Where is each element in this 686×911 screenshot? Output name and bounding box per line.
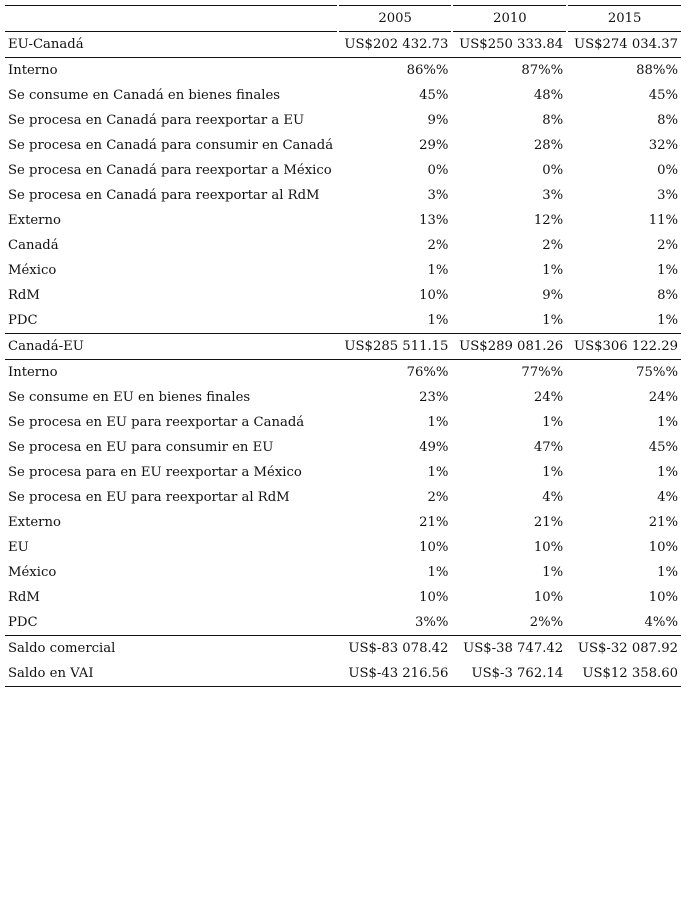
header-label: [5, 5, 337, 32]
row-value: 21%: [419, 515, 449, 530]
row-value: 4%: [657, 490, 678, 505]
row-value: 21%: [533, 515, 564, 530]
row-value: US$-83 078.42: [339, 635, 452, 661]
row-label: EU: [8, 540, 29, 555]
table-row: [5, 535, 681, 560]
table-row: [5, 435, 681, 460]
row-value: 2%: [542, 238, 564, 253]
row-value: 1%: [427, 465, 449, 480]
row-value: 1%: [427, 263, 449, 278]
row-value: 11%: [648, 213, 678, 228]
row-value: 76%%: [406, 365, 449, 380]
table-row: [5, 158, 681, 183]
row-value: 88%%: [636, 63, 678, 78]
row-value: 8%: [657, 288, 678, 303]
table-row: [5, 258, 681, 283]
row-value: 45%: [419, 88, 449, 103]
row-label: Canadá: [8, 238, 59, 253]
row-value: 49%: [419, 440, 449, 455]
row-value: 24%: [533, 390, 564, 405]
row-value: US$285 511.15: [339, 333, 452, 360]
row-label: Se procesa en Canadá para reexportar al RdM: [8, 188, 320, 203]
row-label: Se procesa en Canadá para reexportar a México: [8, 163, 332, 178]
row-label: Canadá-EU: [5, 333, 337, 360]
table-row: [5, 385, 681, 410]
row-value: 4%%: [644, 615, 678, 630]
row-label: EU-Canadá: [5, 32, 337, 58]
table-row: [5, 460, 681, 485]
row-value: US$306 122.29: [568, 333, 681, 360]
row-value: 8%: [657, 113, 678, 128]
row-value: 3%%: [415, 615, 449, 630]
row-value: US$202 432.73: [339, 32, 452, 58]
row-label: Se consume en Canadá en bienes finales: [8, 88, 281, 103]
row-value: 10%: [419, 590, 449, 605]
row-value: 87%%: [521, 63, 564, 78]
table-header-row: [5, 5, 681, 32]
section-total-row: [5, 32, 681, 58]
table-row: [5, 283, 681, 308]
row-value: 75%%: [636, 365, 678, 380]
row-value: 4%: [542, 490, 564, 505]
row-value: 0%: [542, 163, 564, 178]
table-row: [5, 560, 681, 585]
row-value: 1%: [427, 415, 449, 430]
row-value: 3%: [542, 188, 564, 203]
row-value: 10%: [533, 590, 564, 605]
table-row: [5, 510, 681, 535]
table-row: [5, 108, 681, 133]
row-value: 45%: [648, 440, 678, 455]
summary-row: [5, 661, 681, 687]
year-2015: 2015: [568, 5, 681, 32]
row-value: 1%: [657, 263, 678, 278]
row-value: 10%: [533, 540, 564, 555]
table-row: [5, 83, 681, 108]
table-row: [5, 58, 681, 83]
row-value: US$-43 216.56: [339, 661, 452, 687]
table-row: [5, 485, 681, 510]
row-label: Se procesa en EU para consumir en EU: [8, 440, 274, 455]
row-value: 77%%: [521, 365, 564, 380]
row-value: 2%: [427, 490, 449, 505]
row-value: 1%: [542, 263, 564, 278]
row-label: Interno: [8, 63, 58, 78]
table-row: [5, 308, 681, 333]
row-value: 10%: [648, 540, 678, 555]
row-value: 8%: [542, 113, 564, 128]
table-row: [5, 183, 681, 208]
row-label: RdM: [8, 288, 40, 303]
table-row: [5, 585, 681, 610]
row-label: Se procesa en EU para reexportar al RdM: [8, 490, 290, 505]
row-value: 1%: [427, 565, 449, 580]
row-value: 2%: [657, 238, 678, 253]
row-label: Se procesa en EU para reexportar a Canadá: [8, 415, 305, 430]
row-value: 13%: [419, 213, 449, 228]
row-value: US$12 358.60: [568, 661, 681, 687]
row-label: PDC: [8, 313, 38, 328]
row-label: Se procesa en Canadá para consumir en Canadá: [8, 138, 334, 153]
row-value: 21%: [648, 515, 678, 530]
table-body: [5, 32, 681, 687]
row-value: US$289 081.26: [453, 333, 566, 360]
row-label: México: [8, 263, 57, 278]
row-value: 10%: [648, 590, 678, 605]
row-value: 3%: [427, 188, 449, 203]
row-label: Interno: [8, 365, 58, 380]
row-value: 29%: [419, 138, 449, 153]
row-value: 1%: [657, 565, 678, 580]
row-value: 24%: [648, 390, 678, 405]
row-value: 1%: [427, 313, 449, 328]
row-label: México: [8, 565, 57, 580]
row-value: 45%: [648, 88, 678, 103]
table-row: [5, 360, 681, 385]
row-value: 10%: [419, 288, 449, 303]
year-2005: 2005: [339, 5, 452, 32]
row-value: 1%: [542, 465, 564, 480]
table-row: [5, 410, 681, 435]
row-value: 1%: [542, 313, 564, 328]
row-value: 10%: [419, 540, 449, 555]
row-value: 1%: [542, 415, 564, 430]
row-value: 48%: [533, 88, 564, 103]
row-value: US$250 333.84: [453, 32, 566, 58]
table-row: [5, 133, 681, 158]
row-label: Externo: [8, 213, 61, 228]
row-value: 0%: [427, 163, 449, 178]
row-label: Saldo en VAI: [5, 661, 337, 687]
row-value: US$-38 747.42: [453, 635, 566, 661]
row-value: 9%: [427, 113, 449, 128]
row-value: 2%: [427, 238, 449, 253]
row-label: RdM: [8, 590, 40, 605]
row-label: Externo: [8, 515, 61, 530]
row-value: 1%: [542, 565, 564, 580]
section-total-row: [5, 333, 681, 360]
row-value: US$274 034.37: [568, 32, 681, 58]
row-value: 12%: [533, 213, 564, 228]
row-label: Se consume en EU en bienes finales: [8, 390, 251, 405]
row-label: Saldo comercial: [5, 635, 337, 661]
row-value: 28%: [533, 138, 564, 153]
row-value: 1%: [657, 313, 678, 328]
row-value: US$-3 762.14: [453, 661, 566, 687]
row-label: Se procesa en Canadá para reexportar a EU: [8, 113, 305, 128]
row-value: 86%%: [406, 63, 449, 78]
year-2010: 2010: [453, 5, 566, 32]
row-value: 0%: [657, 163, 678, 178]
row-label: Se procesa para en EU reexportar a México: [8, 465, 302, 480]
row-value: 47%: [533, 440, 564, 455]
row-value: 1%: [657, 465, 678, 480]
table-row: [5, 610, 681, 635]
summary-row: [5, 635, 681, 661]
row-value: US$-32 087.92: [568, 635, 681, 661]
row-value: 23%: [419, 390, 449, 405]
vai-trade-table: [5, 5, 681, 687]
row-value: 32%: [648, 138, 678, 153]
row-value: 9%: [542, 288, 564, 303]
row-value: 2%%: [529, 615, 564, 630]
table-row: [5, 208, 681, 233]
row-label: PDC: [8, 615, 38, 630]
row-value: 1%: [657, 415, 678, 430]
table-row: [5, 233, 681, 258]
row-value: 3%: [657, 188, 678, 203]
